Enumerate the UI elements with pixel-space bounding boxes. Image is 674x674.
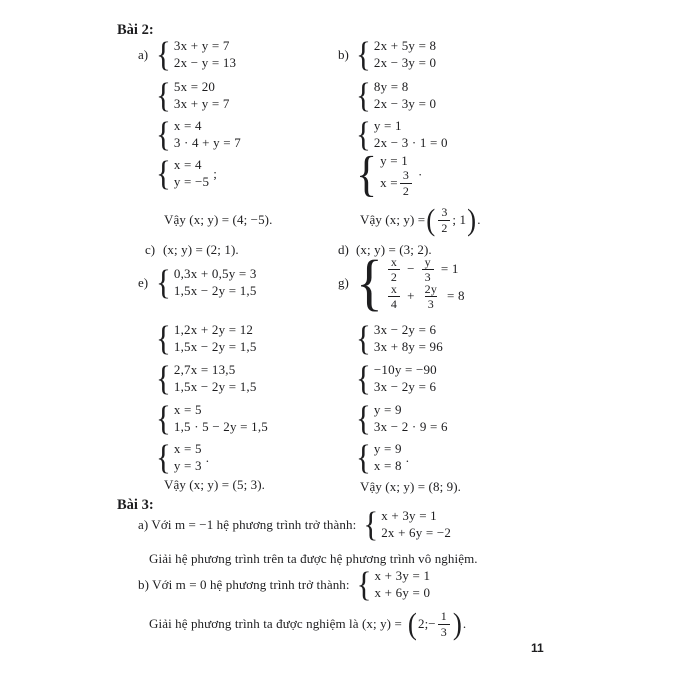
equation-text: x = — [380, 174, 398, 190]
punctuation: ; — [213, 165, 217, 181]
equation-rhs: = 1 — [440, 261, 459, 277]
equation-line: 3x + y = 7 — [173, 95, 230, 111]
equation-line: y = 9 — [373, 402, 402, 417]
left-brace-icon: { — [156, 262, 171, 302]
equation-lines — [174, 38, 236, 71]
equation-system — [356, 146, 423, 202]
fraction-denominator: 2 — [388, 269, 400, 284]
conclusion-text: Vậy (x; y) = (4; −5). — [164, 212, 273, 227]
problem-b-note — [149, 608, 466, 640]
page-number: 11 — [531, 641, 544, 655]
section-title-bai2: Bài 2: — [117, 22, 154, 38]
equation-line: 2,7x = 13,5 — [173, 362, 236, 377]
equation-line: 1,5x − 2y = 1,5 — [173, 282, 257, 298]
equation-system — [356, 564, 431, 604]
equation-line: y = 1 — [373, 118, 402, 133]
equation-line: 2x − y = 13 — [173, 54, 237, 70]
equation-system — [156, 114, 241, 154]
equation-lines — [374, 79, 436, 112]
equation-lines — [174, 362, 257, 395]
result-prefix: 2;− — [417, 616, 436, 631]
equation-system — [138, 262, 257, 302]
operator: − — [407, 261, 415, 277]
open-paren: ( — [426, 202, 436, 237]
equation-line: y = −5 — [173, 173, 210, 189]
left-brace-icon: { — [156, 34, 171, 74]
equation-line: 3 · 4 + y = 7 — [173, 134, 241, 150]
equation-line: 2x − 3 · 1 = 0 — [373, 134, 448, 150]
left-brace-icon: { — [356, 318, 371, 358]
problem-b-intro: b) Với m = 0 hệ phương trình trở thành: — [138, 576, 350, 592]
equation-lines — [174, 79, 230, 112]
left-brace-icon: { — [356, 437, 371, 477]
fraction-numerator: x — [390, 254, 398, 269]
equation-line: −10y = −90 — [373, 362, 437, 377]
left-brace-icon: { — [156, 358, 171, 398]
equation-lines — [174, 157, 209, 190]
answer-text: (x; y) = (3; 2). — [356, 242, 432, 257]
equation-lines — [374, 38, 436, 71]
equation-line: 2x − 3y = 0 — [373, 54, 437, 70]
item-label: a) — [138, 46, 149, 62]
item-label: g) — [338, 275, 349, 290]
conclusion-text: Vậy (x; y) = (8; 9). — [360, 479, 462, 494]
equation-line: y = 9 — [373, 441, 402, 456]
close-paren: ) — [467, 202, 477, 237]
equation-rhs: = 8 — [447, 288, 465, 304]
operator: + — [407, 288, 415, 304]
equation-line: 3x − 2 · 9 = 6 — [373, 418, 448, 434]
equation-line: 3x + y = 7 — [173, 38, 230, 53]
equation-lines — [374, 322, 443, 355]
equation-lines — [174, 322, 257, 355]
equation-system — [356, 75, 437, 115]
fraction — [438, 206, 450, 234]
equation-lines — [386, 256, 465, 310]
equation-line: 2x − 3y = 0 — [373, 95, 437, 111]
left-brace-icon: { — [156, 75, 171, 115]
fraction-numerator: y — [424, 254, 431, 269]
left-brace-icon: { — [356, 358, 371, 398]
equation-line: 1,5 · 5 − 2y = 1,5 — [173, 418, 268, 434]
item-label: d) — [338, 242, 349, 257]
item-label: b) — [338, 46, 349, 62]
fraction-denominator: 2 — [438, 220, 450, 235]
equation-system — [356, 318, 443, 358]
equation-system — [156, 358, 257, 398]
left-brace-icon: { — [356, 564, 372, 604]
left-brace-icon: { — [363, 504, 379, 544]
equation-system — [156, 318, 257, 358]
fraction — [400, 169, 412, 197]
conclusion-prefix: Vậy (x; y) = — [360, 212, 426, 227]
equation-system — [156, 437, 209, 477]
equation-system — [338, 34, 437, 74]
fraction-denominator: 3 — [438, 624, 450, 639]
equation-line: 8y = 8 — [373, 79, 409, 94]
equation-line: x + 3y = 1 — [374, 568, 431, 583]
left-brace-icon: { — [356, 146, 378, 202]
punctuation: . — [462, 616, 467, 631]
fraction-numerator: 2y — [424, 281, 438, 296]
equation-lines — [174, 118, 241, 151]
equation-line: x = 8 — [373, 457, 402, 473]
equation-line: 3x − 2y = 6 — [373, 378, 437, 394]
fraction-numerator: 1 — [440, 609, 447, 623]
fraction — [388, 256, 400, 284]
fraction — [422, 283, 440, 311]
equation-lines — [174, 266, 257, 299]
left-brace-icon: { — [156, 318, 171, 358]
answer-line — [145, 242, 239, 258]
left-brace-icon: { — [356, 34, 371, 74]
equation-line: x + 3y = 1 — [381, 508, 437, 523]
equation-lines — [174, 402, 268, 435]
fraction-numerator: 3 — [441, 205, 448, 219]
close-paren: ) — [452, 606, 462, 641]
left-brace-icon: { — [356, 75, 371, 115]
equation-system — [156, 398, 268, 438]
problem-a-note: Giải hệ phương trình trên ta được hệ phương trình vô nghiệm. — [149, 551, 478, 566]
left-brace-icon: { — [356, 398, 371, 438]
problem-b-row — [138, 564, 431, 604]
left-brace-icon: { — [156, 398, 171, 438]
problem-a-row — [138, 504, 452, 544]
section-title-bai3: Bài 3: — [117, 497, 154, 513]
equation-line: 3x + 8y = 96 — [373, 338, 443, 354]
equation-line: y = 1 — [380, 153, 408, 168]
open-paren: ( — [407, 606, 417, 641]
equation-lines — [374, 441, 402, 474]
equation-system — [356, 398, 448, 438]
equation-line: x = 5 — [173, 402, 202, 417]
punctuation: . — [477, 212, 481, 227]
fraction-denominator: 2 — [400, 183, 412, 198]
equation-line: 1,2x + 2y = 12 — [173, 322, 254, 337]
left-brace-icon: { — [356, 114, 371, 154]
punctuation: · — [418, 166, 423, 182]
fraction — [422, 256, 434, 284]
conclusion-text: Vậy (x; y) = (5; 3). — [164, 477, 266, 492]
equation-lines — [380, 153, 414, 197]
equation-lines — [374, 402, 448, 435]
equation-system — [138, 34, 237, 74]
equation-line: x = 5 — [173, 441, 202, 456]
equation-line: 0,3x + 0,5y = 3 — [173, 266, 257, 281]
equation-lines — [174, 441, 202, 474]
equation-lines — [381, 508, 451, 541]
item-label: e) — [138, 274, 149, 290]
equation-system — [356, 437, 409, 477]
equation-system — [356, 358, 437, 398]
equation-lines — [375, 568, 431, 601]
problem-a-intro: a) Với m = −1 hệ phương trình trở thành: — [138, 516, 357, 532]
fraction-numerator: 3 — [402, 168, 410, 182]
answer-text: (x; y) = (2; 1). — [163, 242, 239, 257]
equation-line: x = 4 — [173, 157, 202, 172]
equation-line: 1,5x − 2y = 1,5 — [173, 378, 257, 394]
equation-line — [380, 170, 414, 197]
problem-b-note-text: Giải hệ phương trình ta được nghiệm là (x; y) = — [149, 616, 402, 631]
left-brace-icon: { — [356, 248, 383, 318]
item-label: c) — [145, 242, 156, 257]
equation-system — [156, 153, 217, 193]
equation-system — [363, 504, 452, 544]
left-brace-icon: { — [156, 153, 171, 193]
equation-line: x + 6y = 0 — [374, 584, 431, 600]
fraction-denominator: 3 — [425, 296, 437, 311]
equation-line — [386, 283, 465, 310]
equation-line: 3x − 2y = 6 — [373, 322, 437, 337]
equation-line: 1,5x − 2y = 1,5 — [173, 338, 257, 354]
equation-lines — [374, 118, 448, 151]
conclusion-middle: ; 1 — [452, 212, 467, 227]
fraction-denominator: 3 — [422, 269, 434, 284]
left-brace-icon: { — [156, 437, 171, 477]
fraction — [438, 610, 450, 638]
equation-lines — [374, 362, 437, 395]
fraction — [388, 283, 400, 311]
left-brace-icon: { — [156, 114, 171, 154]
equation-line: 2x + 6y = −2 — [381, 524, 452, 540]
equation-line: x = 4 — [173, 118, 202, 133]
equation-system — [156, 75, 230, 115]
fraction-denominator: 4 — [388, 296, 400, 311]
punctuation: . — [205, 449, 209, 465]
equation-line: 5x = 20 — [173, 79, 216, 94]
punctuation: . — [405, 449, 409, 465]
conclusion-text — [360, 204, 481, 236]
equation-line: y = 3 — [173, 457, 202, 473]
fraction-numerator: x — [390, 281, 398, 296]
equation-line — [386, 256, 465, 283]
equation-line: 2x + 5y = 8 — [373, 38, 437, 53]
